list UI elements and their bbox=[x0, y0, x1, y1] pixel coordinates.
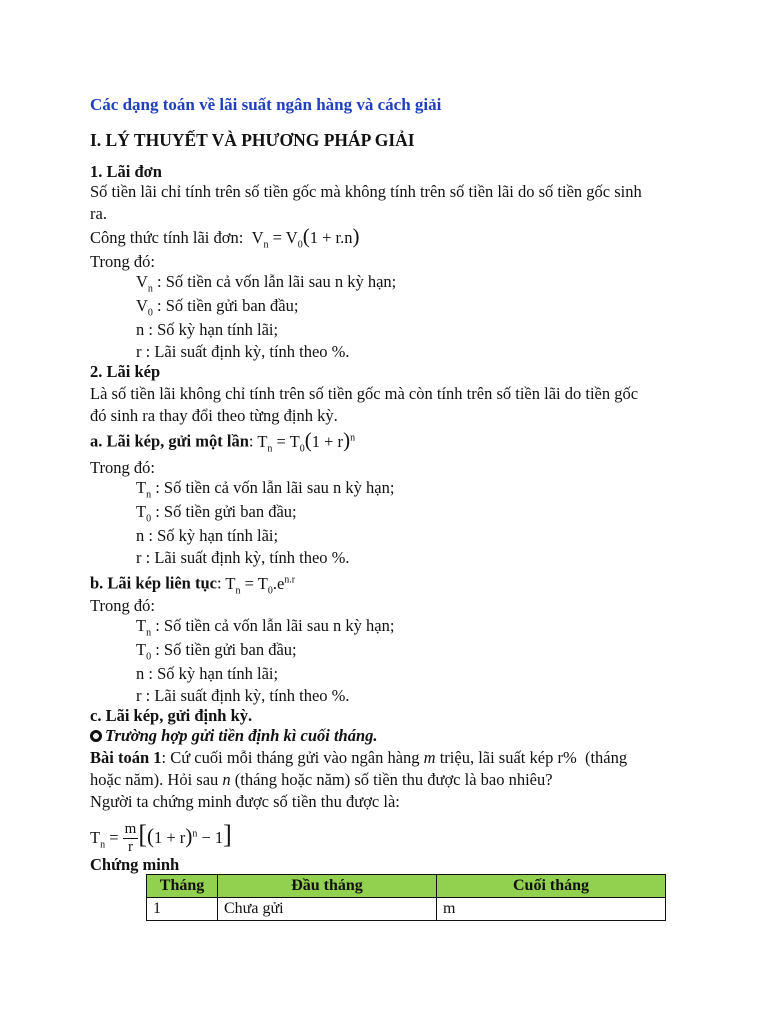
heading-compound-continuous: b. Lãi kép liên tục bbox=[90, 573, 217, 593]
cell-start: Chưa gửi bbox=[218, 898, 437, 921]
var-r-1: r : Lãi suất định kỳ, tính theo %. bbox=[136, 342, 350, 361]
circle-bullet-icon bbox=[90, 730, 102, 742]
simple-interest-formula-line bbox=[90, 226, 359, 255]
cell-end: m bbox=[437, 898, 666, 921]
var-n-1: n : Số kỳ hạn tính lãi; bbox=[136, 320, 279, 339]
problem-line-1: Bài toán 1: Cứ cuối mỗi tháng gửi vào ngân hàng m triệu, lãi suất kép r% (tháng bbox=[90, 748, 628, 767]
case-end-of-month: Trường hợp gửi tiền định kì cuối tháng. bbox=[90, 726, 378, 746]
header-start-month: Đầu tháng bbox=[218, 875, 437, 898]
compound-once-line: a. Lãi kép, gửi một lần: $T_n = T_0(1 + r)^n$ bbox=[90, 427, 356, 454]
simple-interest-desc-1: Số tiền lãi chỉ tính trên số tiền gốc mà không tính trên số tiền lãi do số tiền gốc sinh bbox=[90, 182, 642, 201]
header-month: Tháng bbox=[147, 875, 218, 898]
table-row bbox=[147, 898, 666, 921]
document-title: Các dạng toán về lãi suất ngân hàng và cách giải bbox=[90, 95, 442, 114]
var-t0-1: $T_0$ : Số tiền gửi ban đầu; bbox=[136, 502, 297, 525]
cell-month: 1 bbox=[147, 898, 218, 921]
var-n-3: n : Số kỳ hạn tính lãi; bbox=[136, 664, 279, 683]
heading-proof: Chứng minh bbox=[90, 855, 180, 874]
compound-once-formula: $T_n = T_0(1 + r)^n$ bbox=[257, 427, 356, 454]
var-tn-1: $T_n$ : Số tiền cả vốn lẫn lãi sau n kỳ hạn; bbox=[136, 478, 395, 501]
compound-continuous-formula: $T_n = T_0.e^{n.r}$ bbox=[225, 573, 296, 596]
var-r-3: r : Lãi suất định kỳ, tính theo %. bbox=[136, 686, 350, 705]
table-header-row bbox=[147, 875, 666, 898]
heading-compound-once: a. Lãi kép, gửi một lần bbox=[90, 431, 249, 451]
proof-table bbox=[146, 874, 666, 921]
compound-desc-1: Là số tiền lãi không chỉ tính trên số tiền gốc mà còn tính trên số tiền lãi do tiền gốc bbox=[90, 384, 639, 403]
formula-label: Công thức tính lãi đơn: bbox=[90, 228, 244, 247]
heading-compound-interest: 2. Lãi kép bbox=[90, 362, 161, 381]
var-v0: $V_0$ : Số tiền gửi ban đầu; bbox=[136, 296, 299, 319]
heading-simple-interest: 1. Lãi đơn bbox=[90, 162, 162, 181]
var-tn-2: $T_n$ : Số tiền cả vốn lẫn lãi sau n kỳ hạn; bbox=[136, 616, 395, 639]
where-label-3: Trong đó: bbox=[90, 596, 155, 615]
problem-line-2: hoặc năm). Hỏi sau n (tháng hoặc năm) số tiền thu được là bao nhiêu? bbox=[90, 770, 553, 789]
var-vn: $V_n$ : Số tiền cả vốn lẫn lãi sau n kỳ hạn; bbox=[136, 272, 397, 295]
header-end-month: Cuối tháng bbox=[437, 875, 666, 898]
compound-continuous-line: b. Lãi kép liên tục: $T_n = T_0.e^{n.r}$ bbox=[90, 573, 296, 596]
compound-desc-2: đó sinh ra thay đổi theo từng định kỳ. bbox=[90, 406, 338, 425]
var-n-2: n : Số kỳ hạn tính lãi; bbox=[136, 526, 279, 545]
simple-interest-desc-2: ra. bbox=[90, 204, 107, 223]
section-heading-theory: I. LÝ THUYẾT VÀ PHƯƠNG PHÁP GIẢI bbox=[90, 130, 415, 150]
where-label-1: Trong đó: bbox=[90, 252, 155, 271]
where-label-2: Trong đó: bbox=[90, 458, 155, 477]
simple-interest-formula: $V_n = V_0(1 + r.n)$ bbox=[247, 224, 360, 251]
heading-compound-periodic: c. Lãi kép, gửi định kỳ. bbox=[90, 706, 253, 725]
var-t0-2: $T_0$ : Số tiền gửi ban đầu; bbox=[136, 640, 297, 663]
proof-intro: Người ta chứng minh được số tiền thu được là: bbox=[90, 792, 400, 811]
problem-label: Bài toán 1 bbox=[90, 748, 162, 767]
var-r-2: r : Lãi suất định kỳ, tính theo %. bbox=[136, 548, 350, 567]
annuity-formula: $T_n$ = $\frac{m}{r}$ $[(1 + r)^n - 1]$ bbox=[90, 819, 232, 856]
